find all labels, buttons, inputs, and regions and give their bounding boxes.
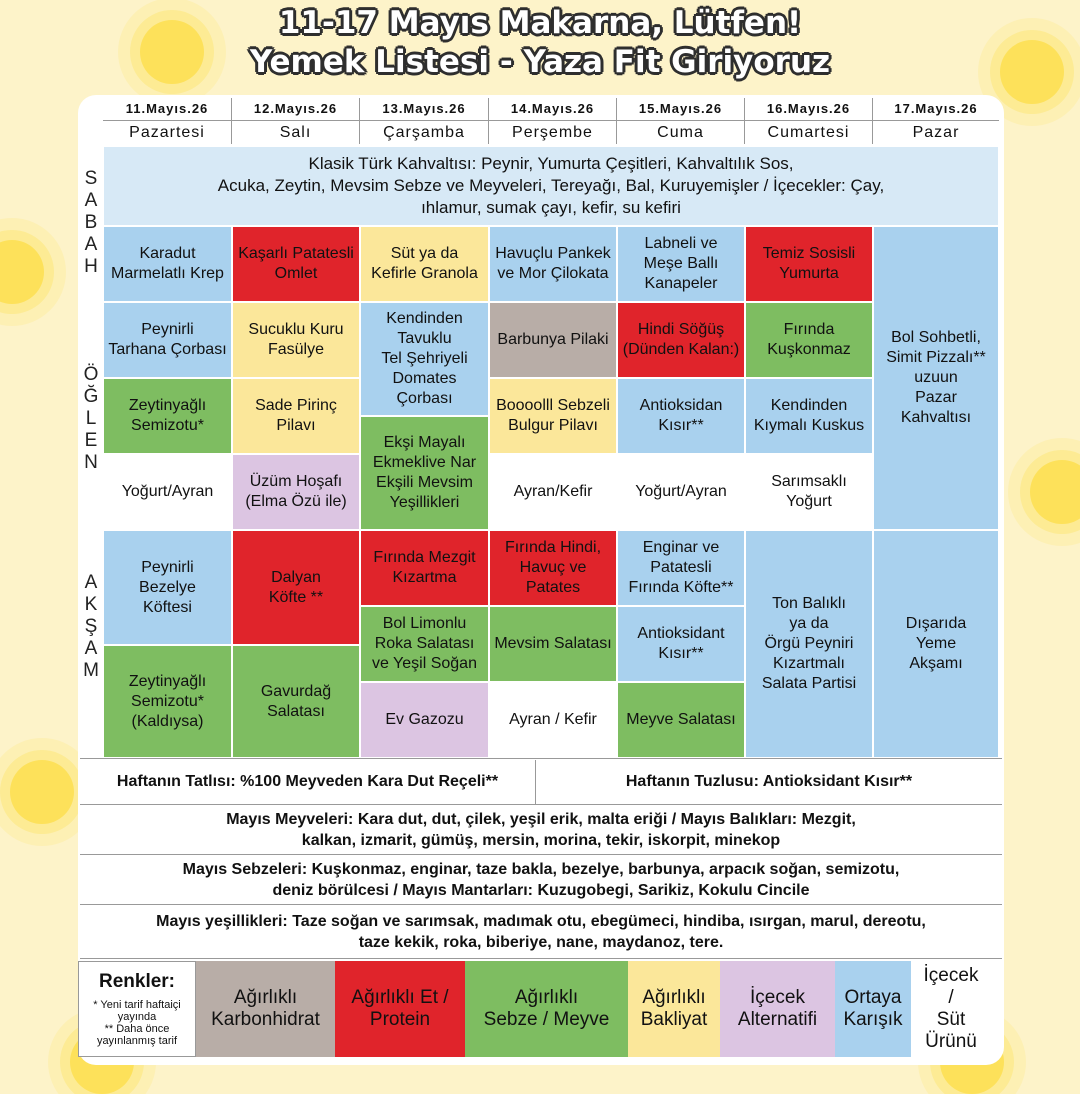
section-label-noon: Ö Ğ L E N bbox=[83, 364, 99, 473]
meal-cell: Temiz Sosisli Yumurta bbox=[745, 226, 873, 302]
meal-cell: Sade Pirinç Pilavı bbox=[232, 378, 360, 454]
legend-vegetable-fruit: Ağırlıklı Sebze / Meyve bbox=[465, 961, 628, 1057]
date-sat: 16.Mayıs.26 bbox=[745, 98, 873, 120]
day-sun: Pazar bbox=[873, 120, 999, 144]
meal-cell: Fırında Hindi, Havuç ve Patates bbox=[489, 530, 617, 606]
meal-cell: Ev Gazozu bbox=[360, 682, 489, 758]
weekly-dessert: Haftanın Tatlısı: %100 Meyveden Kara Dut Reçeli** bbox=[80, 760, 536, 804]
day-fri: Cuma bbox=[617, 120, 745, 144]
meal-cell: Kendinden Kıymalı Kuskus bbox=[745, 378, 873, 454]
sun-decoration bbox=[0, 240, 44, 304]
meal-cell: Dışarıda Yeme Akşamı bbox=[873, 530, 999, 758]
meal-cell: Labneli ve Meşe Ballı Kanapeler bbox=[617, 226, 745, 302]
legend-mixed: Ortaya Karışık bbox=[835, 961, 911, 1057]
meal-cell: Zeytinyağlı Semizotu* (Kaldıysa) bbox=[103, 645, 232, 758]
weekly-salty: Haftanın Tuzlusu: Antioksidant Kısır** bbox=[625, 773, 913, 790]
section-label-evening: A K Ş A M bbox=[83, 572, 99, 681]
meal-cell: Fırında Mezgit Kızartma bbox=[360, 530, 489, 606]
weekly-specials-row bbox=[80, 758, 1002, 804]
breakfast-cell: Klasik Türk Kahvaltısı: Peynir, Yumurta Çeşitleri, Kahvaltılık Sos, Acuka, Zeytin, Mevsim Sebze ve Meyveleri, Tereyağı, Bal, Kuruyemişler / İçecekler: Çay, ıhlamur, sumak çayı, kefir, su kefiri bbox=[103, 146, 999, 226]
meal-cell: Havuçlu Pankek ve Mor Çilokata bbox=[489, 226, 617, 302]
day-tue: Salı bbox=[232, 120, 360, 144]
seasonal-greens: Mayıs yeşillikleri: Taze soğan ve sarımsak, madımak otu, ebegümeci, hindiba, ısırgan, marul, dereotu, taze kekik, roka, biberiye, nane, maydanoz, tere. bbox=[80, 904, 1002, 959]
date-wed: 13.Mayıs.26 bbox=[360, 98, 489, 120]
meal-cell: Üzüm Hoşafı (Elma Özü ile) bbox=[232, 454, 360, 530]
seasonal-fruits: Mayıs Meyveleri: Kara dut, dut, çilek, yeşil erik, malta eriği / Mayıs Balıkları: Mezgit, kalkan, izmarit, gümüş, mersin, morina, tekir, iskorpit, minekop bbox=[80, 804, 1002, 854]
meal-cell: Ayran / Kefir bbox=[489, 682, 617, 758]
date-fri: 15.Mayıs.26 bbox=[617, 98, 745, 120]
meal-cell: Meyve Salatası bbox=[617, 682, 745, 758]
meal-cell: Gavurdağ Salatası bbox=[232, 645, 360, 758]
title-line-1: 11-17 Mayıs Makarna, Lütfen! bbox=[278, 5, 802, 41]
legend-title: Renkler: bbox=[98, 971, 176, 992]
meal-cell: Antioksidant Kısır** bbox=[617, 606, 745, 682]
meal-cell: Bol Sohbetli, Simit Pizzalı** uzuun Pazar Kahvaltısı bbox=[873, 226, 999, 530]
seasonal-vegetables: Mayıs Sebzeleri: Kuşkonmaz, enginar, taze bakla, bezelye, barbunya, arpacık soğan, semizotu, deniz börülcesi / Mayıs Mantarları: Kuzugobegi, Sarikiz, Kokulu Cincile bbox=[80, 854, 1002, 904]
meal-cell: Ekşi Mayalı Ekmeklive Nar Ekşili Mevsim Yeşillikleri bbox=[360, 416, 489, 530]
meal-cell: Bol Limonlu Roka Salatası ve Yeşil Soğan bbox=[360, 606, 489, 682]
day-thu: Perşembe bbox=[489, 120, 617, 144]
meal-cell: Antioksidan Kısır** bbox=[617, 378, 745, 454]
meal-cell: Hindi Söğüş (Dünden Kalan:) bbox=[617, 302, 745, 378]
legend-note: * Yeni tarif haftaiçi yayında ** Daha önce yayınlanmış tarif bbox=[93, 999, 181, 1047]
date-sun: 17.Mayıs.26 bbox=[894, 101, 978, 116]
title-line-2: Yemek Listesi - Yaza Fit Giriyoruz bbox=[249, 44, 831, 80]
page-title bbox=[0, 4, 1080, 82]
meal-cell: Sarımsaklı Yoğurt bbox=[745, 454, 873, 530]
meal-cell: Peynirli Tarhana Çorbası bbox=[103, 302, 232, 378]
legend-meat-protein: Ağırlıklı Et / Protein bbox=[335, 961, 465, 1057]
meal-cell: Karadut Marmelatlı Krep bbox=[103, 226, 232, 302]
meal-cell: Kaşarlı Patatesli Omlet bbox=[232, 226, 360, 302]
day-wed: Çarşamba bbox=[360, 120, 489, 144]
meal-cell: Enginar ve Patatesli Fırında Köfte** bbox=[617, 530, 745, 606]
meal-cell: Mevsim Salatası bbox=[489, 606, 617, 682]
meal-cell: Ton Balıklı ya da Örgü Peyniri Kızartmalı Salata Partisi bbox=[745, 530, 873, 758]
legend-drink-alternative: İçecek Alternatifi bbox=[720, 961, 835, 1057]
meal-cell: Boooolll Sebzeli Bulgur Pilavı bbox=[489, 378, 617, 454]
sun-decoration bbox=[1030, 460, 1080, 524]
legend-drink-dairy: İçecek / Süt Ürünü bbox=[911, 961, 991, 1057]
meal-cell: Yoğurt/Ayran bbox=[617, 454, 745, 530]
legend-label-box bbox=[78, 961, 196, 1057]
meal-cell: Fırında Kuşkonmaz bbox=[745, 302, 873, 378]
date-thu: 14.Mayıs.26 bbox=[489, 98, 617, 120]
day-mon: Pazartesi bbox=[103, 120, 232, 144]
day-sat: Cumartesi bbox=[745, 120, 873, 144]
meal-cell: Barbunya Pilaki bbox=[489, 302, 617, 378]
meal-cell: Dalyan Köfte ** bbox=[232, 530, 360, 645]
meal-cell: Ayran/Kefir bbox=[489, 454, 617, 530]
meal-cell: Sucuklu Kuru Fasülye bbox=[232, 302, 360, 378]
legend-legumes: Ağırlıklı Bakliyat bbox=[628, 961, 720, 1057]
meal-cell: Yoğurt/Ayran bbox=[103, 454, 232, 530]
sun-decoration bbox=[10, 760, 74, 824]
date-tue: 12.Mayıs.26 bbox=[232, 98, 360, 120]
date-mon: 11.Mayıs.26 bbox=[103, 98, 232, 120]
meal-cell: Süt ya da Kefirle Granola bbox=[360, 226, 489, 302]
meal-cell: Zeytinyağlı Semizotu* bbox=[103, 378, 232, 454]
meal-cell: Peynirli Bezelye Köftesi bbox=[103, 530, 232, 645]
section-label-morning: S A B A H bbox=[84, 168, 98, 277]
legend-carbohydrate: Ağırlıklı Karbonhidrat bbox=[196, 961, 335, 1057]
meal-cell: Kendinden Tavuklu Tel Şehriyeli Domates Çorbası bbox=[360, 302, 489, 416]
